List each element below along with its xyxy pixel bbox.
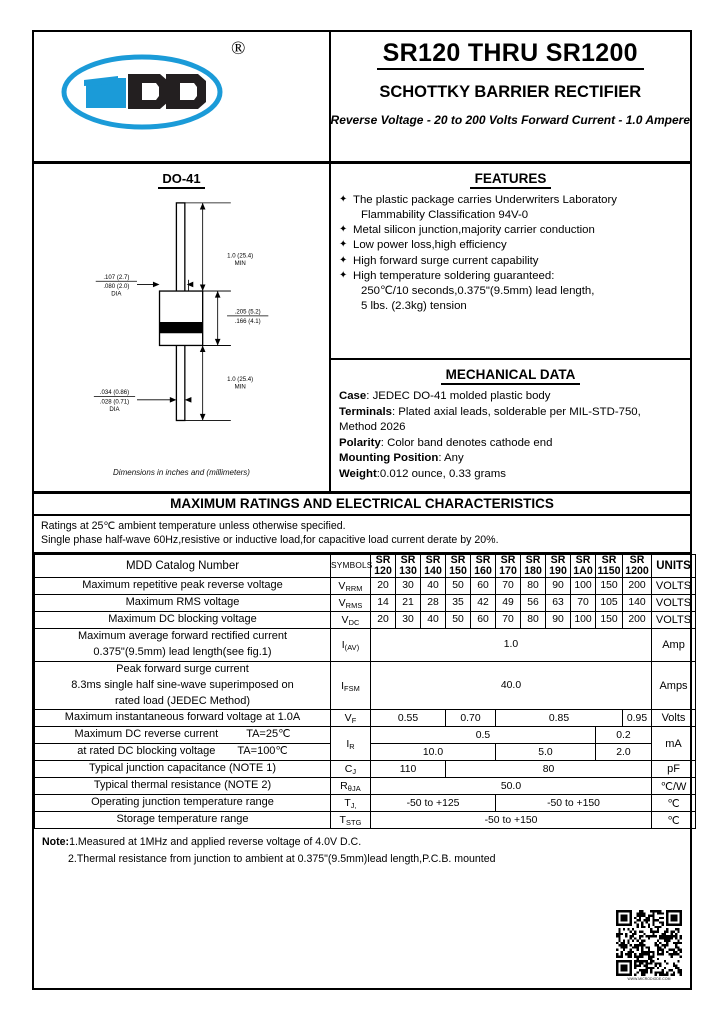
conditions-line-1: Ratings at 25℃ ambient temperature unless otherwise specified.	[41, 520, 346, 532]
value-cell: 80	[521, 577, 546, 594]
list-item: ✦ Low power loss,high efficiency	[339, 239, 507, 252]
value-cell: 60	[471, 577, 496, 594]
parameter-description: Typical thermal resistance (NOTE 2)	[35, 778, 331, 795]
mechanical-data-section	[331, 360, 690, 491]
value-cell: 0.85	[496, 710, 623, 727]
notes-label: Note:	[42, 836, 70, 849]
ratings-table-body	[35, 554, 696, 829]
part-column-header: SR 130	[396, 554, 421, 577]
value-cell: 20	[371, 611, 396, 628]
value-cell: 50.0	[371, 778, 652, 795]
table-row	[35, 628, 696, 661]
value-cell: 60	[471, 611, 496, 628]
list-item: ✦ The plastic package carries Underwriters Laboratory	[339, 194, 617, 206]
unit-cell: ℃	[652, 812, 696, 829]
value-cell: 30	[396, 611, 421, 628]
mech-label: Terminals	[339, 405, 392, 418]
value-cell: 90	[546, 577, 571, 594]
part-column-header: SR 150	[446, 554, 471, 577]
table-row	[35, 594, 696, 611]
mech-value: : JEDEC DO-41 molded plastic body	[366, 390, 551, 402]
value-cell: 10.0	[371, 744, 496, 761]
symbol-cell: $I_{FSM}$	[331, 661, 371, 710]
value-cell: 20	[371, 577, 396, 594]
value-cell: 42	[471, 594, 496, 611]
ratings-table	[34, 554, 696, 830]
symbol-cell: $V_{DC}$	[331, 611, 371, 628]
value-cell: 40	[421, 577, 446, 594]
unit-cell: Volts	[652, 710, 696, 727]
note-line-2	[42, 851, 682, 868]
mech-label: Polarity	[339, 436, 381, 449]
value-cell: 100	[571, 577, 596, 594]
parameter-description: Maximum DC blocking voltage	[35, 611, 331, 628]
value-cell: 0.2	[596, 727, 652, 744]
page-title: SR120 THRU SR1200	[377, 40, 644, 70]
part-column-header: SR 1150	[596, 554, 623, 577]
features-heading: FEATURES	[339, 171, 682, 186]
qr-code-icon[interactable]	[616, 910, 682, 976]
part-column-header: SR 1200	[623, 554, 652, 577]
part-column-header: SR 1A0	[571, 554, 596, 577]
value-cell: 63	[546, 594, 571, 611]
table-row	[35, 611, 696, 628]
value-cell: 14	[371, 594, 396, 611]
svg-text:.205 (5.2): .205 (5.2)	[234, 308, 261, 316]
part-column-header: SR 190	[546, 554, 571, 577]
bullet-icon: ✦	[339, 269, 348, 281]
qr-caption: WWW.MICRODIODE.COM	[627, 976, 671, 981]
page-subtitle: SCHOTTKY BARRIER RECTIFIER	[379, 83, 642, 102]
value-cell: 0.55	[371, 710, 446, 727]
symbol-cell: $R_{\theta JA}$	[331, 778, 371, 795]
value-cell: 105	[596, 594, 623, 611]
ratings-band-title: MAXIMUM RATINGS AND ELECTRICAL CHARACTERISTICS	[34, 494, 690, 516]
value-cell: 5.0	[496, 744, 596, 761]
table-row	[35, 761, 696, 778]
features-section	[331, 164, 690, 360]
value-cell: 21	[396, 594, 421, 611]
parameter-description: Maximum RMS voltage	[35, 594, 331, 611]
page-header	[34, 32, 690, 164]
value-cell: 100	[571, 611, 596, 628]
symbol-cell: $T_{STG}$	[331, 812, 371, 829]
mid-section	[34, 164, 690, 494]
unit-cell: VOLTS	[652, 611, 696, 628]
value-cell: 0.70	[446, 710, 496, 727]
value-cell: 49	[496, 594, 521, 611]
mdd-logo	[56, 50, 256, 134]
registered-trademark-icon: ®	[231, 38, 246, 59]
mech-row	[339, 389, 682, 405]
value-cell: 1.0	[371, 628, 652, 661]
list-item: 250℃/10 seconds,0.375"(9.5mm) lead length,	[361, 284, 595, 297]
symbol-cell: $T_{J,}$	[331, 795, 371, 812]
list-item: ✦ Metal silicon junction,majority carrier conduction	[339, 224, 595, 237]
svg-text:.107 (2.7): .107 (2.7)	[103, 273, 130, 281]
svg-text:.034 (0.86): .034 (0.86)	[99, 389, 130, 397]
parameter-description: Maximum average forward rectified current 0.375"(9.5mm) lead length(see fig.1)	[35, 628, 331, 661]
mech-value: : Plated axial leads, solderable per MIL-STD-750,	[391, 405, 641, 418]
svg-text:DIA: DIA	[109, 406, 120, 414]
value-cell: 40	[421, 611, 446, 628]
unit-cell: ℃/W	[652, 778, 696, 795]
mech-label: Case	[339, 390, 367, 402]
note-1-text: 1.Measured at 1MHz and applied reverse voltage of 4.0V D.C.	[69, 836, 362, 849]
value-cell: 70	[571, 594, 596, 611]
parameter-description: Operating junction temperature range	[35, 795, 331, 812]
value-cell: 200	[623, 611, 652, 628]
svg-text:DIA: DIA	[111, 290, 122, 298]
qr-code[interactable]	[616, 910, 682, 982]
svg-text:.080 (2.0): .080 (2.0)	[103, 283, 130, 291]
unit-cell: ℃	[652, 795, 696, 812]
symbol-cell: $C_J$	[331, 761, 371, 778]
symbol-cell: $I_{(AV)}$	[331, 628, 371, 661]
mdd-logo-icon	[56, 50, 256, 134]
symbol-cell: $V_F$	[331, 710, 371, 727]
list-item: ✦ High forward surge current capability	[339, 254, 539, 267]
unit-cell: Amp	[652, 628, 696, 661]
unit-cell: Amps	[652, 661, 696, 710]
parameter-description: Maximum repetitive peak reverse voltage	[35, 577, 331, 594]
list-item: ✦ High temperature soldering guaranteed:	[339, 269, 555, 282]
value-cell: 30	[396, 577, 421, 594]
list-item: Flammability Classification 94V-0	[361, 209, 529, 222]
value-cell: 28	[421, 594, 446, 611]
bullet-icon: ✦	[339, 254, 348, 266]
value-cell: 50	[446, 577, 471, 594]
value-cell: 140	[623, 594, 652, 611]
value-cell: 50	[446, 611, 471, 628]
value-cell: 56	[521, 594, 546, 611]
value-cell: 150	[596, 577, 623, 594]
value-cell: -50 to +150	[371, 812, 652, 829]
svg-text:.166 (4.1): .166 (4.1)	[234, 317, 261, 325]
value-cell: 80	[446, 761, 652, 778]
mech-label: Weight	[339, 467, 377, 480]
svg-text:1.0 (25.4): 1.0 (25.4)	[227, 252, 254, 260]
mech-value: : Color band denotes cathode end	[380, 436, 553, 449]
mech-row	[339, 405, 682, 421]
value-cell: 35	[446, 594, 471, 611]
table-header-row	[35, 554, 696, 577]
parameter-description: Typical junction capacitance (NOTE 1)	[35, 761, 331, 778]
table-row	[35, 577, 696, 594]
value-cell: 150	[596, 611, 623, 628]
part-column-header: SR 160	[471, 554, 496, 577]
symbol-cell: $V_{RMS}$	[331, 594, 371, 611]
mech-label: Mounting Position	[339, 452, 439, 464]
catalog-number-header: MDD Catalog Number	[35, 554, 331, 577]
table-row	[35, 727, 696, 744]
part-column-header: SR 170	[496, 554, 521, 577]
value-cell: -50 to +125	[371, 795, 496, 812]
svg-text:1.0 (25.4): 1.0 (25.4)	[227, 376, 254, 384]
package-drawing-panel	[34, 164, 331, 491]
symbol-cell: $V_{RRM}$	[331, 577, 371, 594]
parameter-description: Maximum DC reverse current TA=25℃	[35, 727, 331, 744]
symbol-cell: $I_R$	[331, 727, 371, 761]
part-column-header: SR 140	[421, 554, 446, 577]
table-row	[35, 778, 696, 795]
note-line-1	[42, 834, 682, 851]
features-list	[339, 193, 682, 314]
units-header: UNITS	[652, 554, 696, 577]
mech-row	[339, 436, 682, 452]
parameter-description: Peak forward surge current 8.3ms single half sine-wave superimposed on rated load (JEDEC Method)	[35, 661, 331, 710]
svg-text:MIN: MIN	[234, 259, 246, 267]
mech-row	[339, 451, 682, 467]
parameter-description: Storage temperature range	[35, 812, 331, 829]
value-cell: 2.0	[596, 744, 652, 761]
mech-value: Method 2026	[339, 421, 406, 433]
part-column-header: SR 120	[371, 554, 396, 577]
svg-text:MIN: MIN	[234, 383, 246, 391]
unit-cell: pF	[652, 761, 696, 778]
table-row	[35, 710, 696, 727]
note-2-text: 2.Thermal resistance from junction to ambient at 0.375"(9.5mm)lead length,P.C.B. mounted	[68, 852, 496, 865]
value-cell: 70	[496, 611, 521, 628]
page-tagline: Reverse Voltage - 20 to 200 Volts Forward Current - 1.0 Ampere	[330, 113, 690, 128]
table-row	[35, 812, 696, 829]
datasheet-frame	[32, 30, 692, 990]
mech-row	[339, 420, 682, 436]
symbols-header: SYMBOLS	[331, 554, 371, 577]
parameter-description: Maximum instantaneous forward voltage at 1.0A	[35, 710, 331, 727]
value-cell: 70	[496, 577, 521, 594]
mechanical-heading: MECHANICAL DATA	[339, 367, 682, 382]
value-cell: 200	[623, 577, 652, 594]
list-item: 5 lbs. (2.3kg) tension	[361, 300, 467, 313]
title-panel	[331, 32, 690, 161]
ratings-conditions	[34, 516, 690, 554]
value-cell: 90	[546, 611, 571, 628]
bullet-icon: ✦	[339, 194, 348, 205]
unit-cell: VOLTS	[652, 594, 696, 611]
value-cell: -50 to +150	[496, 795, 652, 812]
logo-panel	[34, 32, 331, 161]
value-cell: 80	[521, 611, 546, 628]
table-row	[35, 661, 696, 710]
bullet-icon: ✦	[339, 224, 348, 236]
bullet-icon: ✦	[339, 239, 348, 251]
notes-section	[34, 829, 690, 988]
value-cell: 40.0	[371, 661, 652, 710]
dimension-note: Dimensions in inches and (millimeters)	[113, 468, 250, 477]
parameter-description: at rated DC blocking voltage TA=100℃	[35, 744, 331, 761]
specs-panel	[331, 164, 690, 491]
package-name: DO-41	[34, 171, 329, 186]
part-column-header: SR 180	[521, 554, 546, 577]
value-cell: 110	[371, 761, 446, 778]
conditions-line-2: Single phase half-wave 60Hz,resistive or inductive load,for capacitive load current derate by 20%.	[41, 533, 499, 546]
value-cell: 0.5	[371, 727, 596, 744]
svg-text:.028 (0.71): .028 (0.71)	[99, 398, 130, 406]
table-row	[35, 795, 696, 812]
unit-cell: mA	[652, 727, 696, 761]
value-cell: 0.95	[623, 710, 652, 727]
do41-outline-drawing	[34, 186, 331, 458]
unit-cell: VOLTS	[652, 577, 696, 594]
mech-value: :0.012 ounce, 0.33 grams	[376, 467, 506, 480]
mech-value: : Any	[438, 452, 464, 464]
mech-row	[339, 467, 682, 483]
